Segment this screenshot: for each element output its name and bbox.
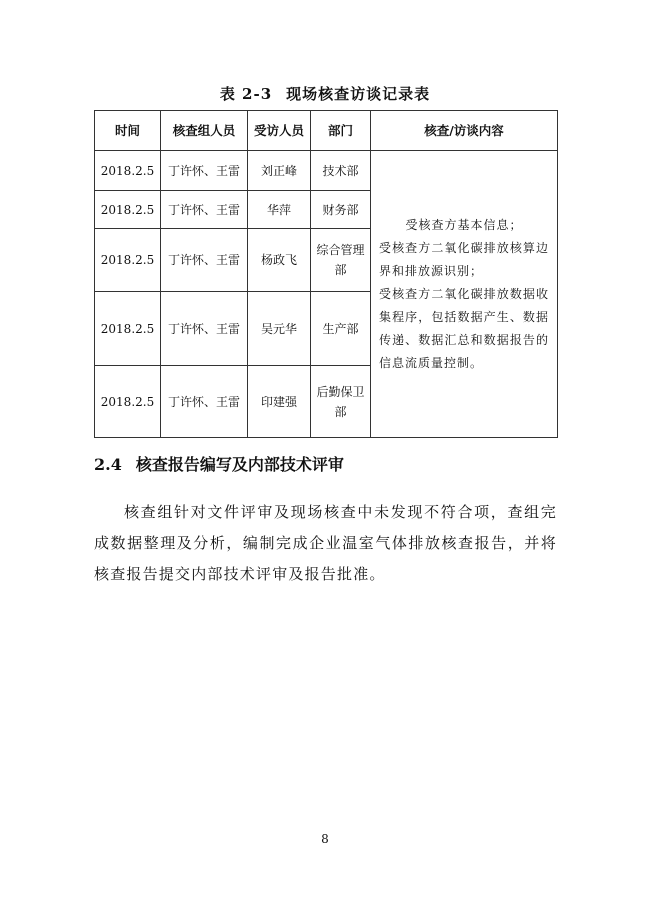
section-title: 核查报告编写及内部技术评审 (135, 455, 344, 474)
cell-date: 2018.2.5 (95, 366, 161, 438)
table-title (0, 83, 650, 104)
section-number: 2.4 (94, 455, 122, 474)
table-number: 表 2-3 (219, 85, 273, 103)
table-row (95, 151, 558, 191)
cell-interviewee: 杨政飞 (248, 229, 311, 292)
cell-date: 2018.2.5 (95, 151, 161, 191)
content-item: 受核查方基本信息； (405, 217, 523, 232)
cell-department: 后勤保卫部 (311, 366, 371, 438)
cell-interviewee: 印建强 (248, 366, 311, 438)
cell-team: 丁许怀、王雷 (161, 229, 248, 292)
cell-date: 2018.2.5 (95, 292, 161, 366)
content-item: 受核查方二氧化碳排放数据收集程序，包括数据产生、数据传递、数据汇总和数据报告的信息流质量控制。 (379, 286, 549, 370)
header-content: 核查/访谈内容 (371, 111, 558, 151)
cell-interviewee: 吴元华 (248, 292, 311, 366)
cell-team: 丁许怀、王雷 (161, 366, 248, 438)
cell-department: 技术部 (311, 151, 371, 191)
interview-record-table (94, 110, 558, 438)
header-interviewee: 受访人员 (248, 111, 311, 151)
cell-department: 综合管理部 (311, 229, 371, 292)
content-item: 受核查方二氧化碳排放核算边界和排放源识别； (379, 240, 549, 278)
header-time: 时间 (95, 111, 161, 151)
cell-date: 2018.2.5 (95, 229, 161, 292)
cell-content (371, 151, 558, 438)
header-team: 核查组人员 (161, 111, 248, 151)
cell-team: 丁许怀、王雷 (161, 292, 248, 366)
cell-interviewee: 刘正峰 (248, 151, 311, 191)
page-number: 8 (321, 832, 329, 846)
cell-team: 丁许怀、王雷 (161, 191, 248, 229)
table-title-text: 现场核查访谈记录表 (286, 85, 431, 103)
table-header-row (95, 111, 558, 151)
cell-interviewee: 华萍 (248, 191, 311, 229)
section-heading (94, 452, 344, 475)
cell-date: 2018.2.5 (95, 191, 161, 229)
header-department: 部门 (311, 111, 371, 151)
cell-department: 生产部 (311, 292, 371, 366)
cell-department: 财务部 (311, 191, 371, 229)
cell-team: 丁许怀、王雷 (161, 151, 248, 191)
section-body-paragraph: 核查组针对文件评审及现场核查中未发现不符合项，查组完成数据整理及分析，编制完成企业温室气体排放核查报告，并将核查报告提交内部技术评审及报告批准。 (94, 503, 557, 583)
